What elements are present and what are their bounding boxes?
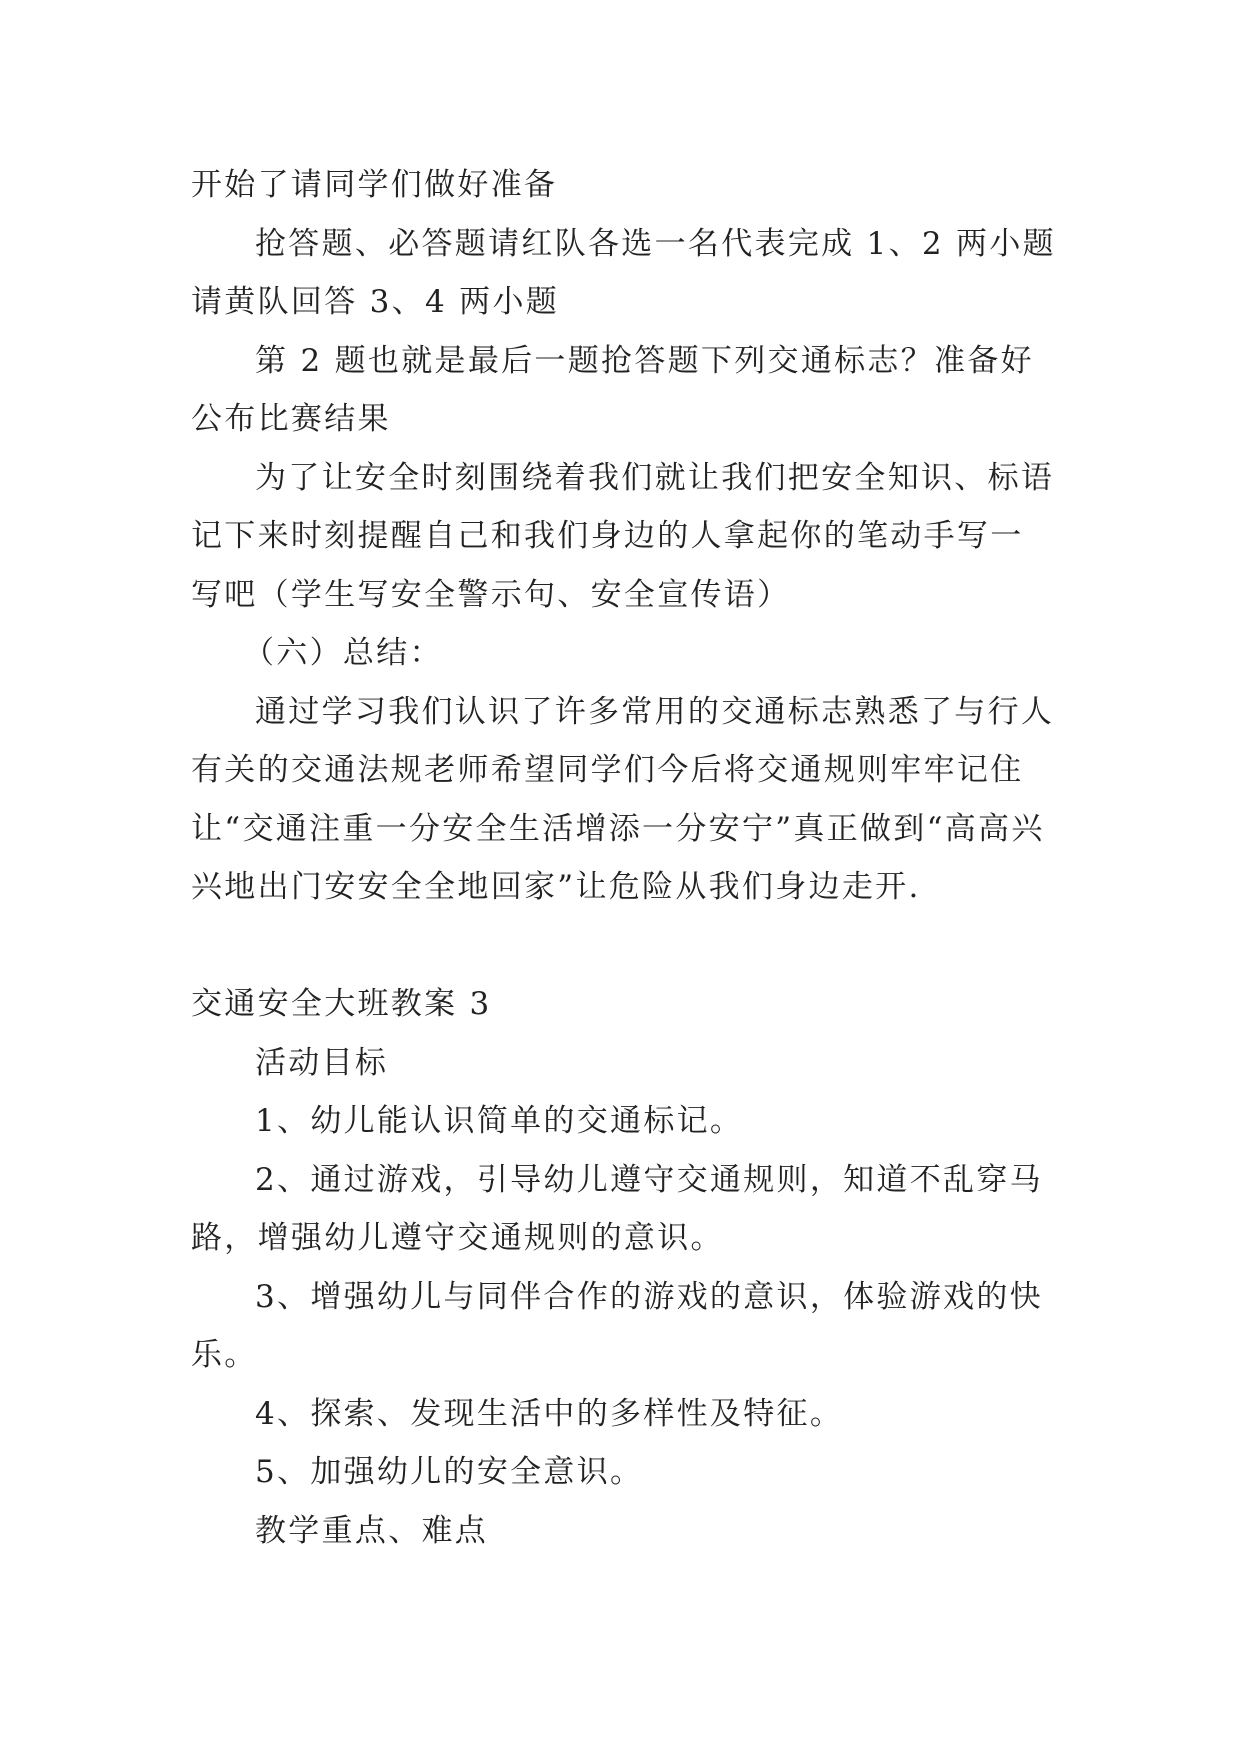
objectives-heading: 活动目标 (255, 1044, 389, 1081)
objective-item: 4、探索、发现生活中的多样性及特征。 (255, 1395, 844, 1432)
key-points-heading: 教学重点、难点 (255, 1512, 489, 1549)
paragraph-safety-slogans: 为了让安全时刻围绕着我们就让我们把安全知识、标语记下来时刻提醒自己和我们身边的人拿起你的笔动手写一写吧（学生写安全警示句、安全宣传语） (191, 459, 1055, 613)
objective-item: 5、加强幼儿的安全意识。 (255, 1454, 644, 1490)
paragraph-final-question: 第 2 题也就是最后一题抢答题下列交通标志？准备好公布比赛结果 (191, 342, 1034, 437)
section-title: 交通安全大班教案 3 (191, 986, 492, 1022)
paragraph-continuation: 开始了请同学们做好准备 (191, 167, 558, 203)
objective-item: 1、幼儿能认识简单的交通标记。 (255, 1103, 744, 1139)
summary-heading: （六）总结： (243, 635, 443, 671)
paragraph-summary: 通过学习我们认识了许多常用的交通标志熟悉了与行人有关的交通法规老师希望同学们今后将交通规则牢牢记住让“交通注重一分安全生活增添一分安宁”真正做到“高高兴兴地出门安安全全地回家”让危险从我们身边走开. (191, 693, 1055, 905)
objective-item: 3、增强幼儿与同伴合作的游戏的意识，体验游戏的快乐。 (191, 1278, 1043, 1373)
document-body (191, 156, 1056, 1560)
paragraph-question-rules: 抢答题、必答题请红队各选一名代表完成 1、2 两小题请黄队回答 3、4 两小题 (191, 225, 1056, 320)
objective-item: 2、通过游戏，引导幼儿遵守交通规则，知道不乱穿马路，增强幼儿遵守交通规则的意识。 (191, 1161, 1043, 1256)
